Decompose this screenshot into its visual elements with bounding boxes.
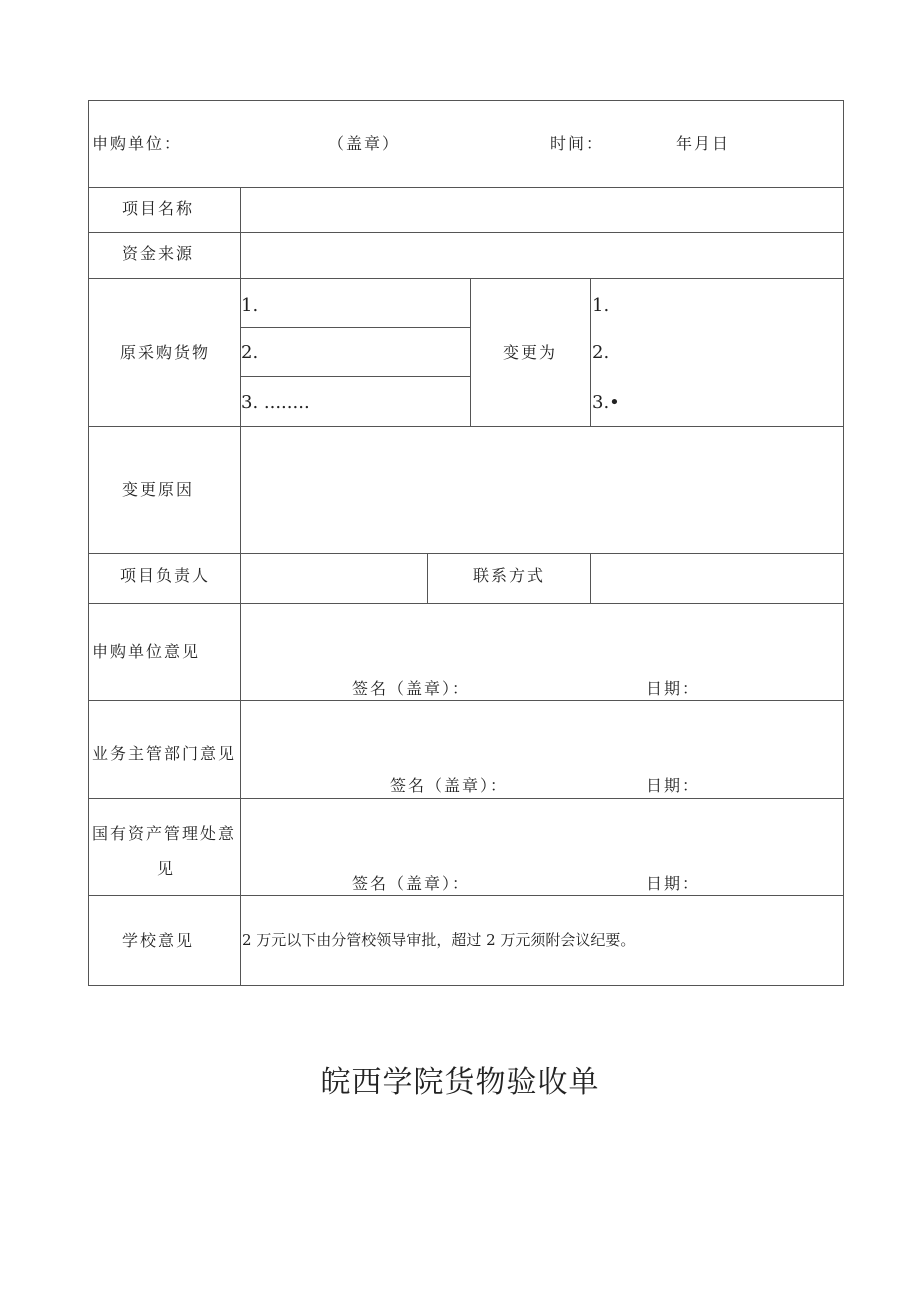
school-approval-note: 2 万元以下由分管校领导审批，超过 2 万元须附会议纪要。 <box>242 931 636 949</box>
page-title: 皖西学院货物验收单 <box>320 1065 600 1100</box>
project-name-label: 项目名称 <box>122 199 195 218</box>
unit-opinion-date-label: 日期： <box>646 679 701 698</box>
asset-opinion-label-line2: 见 <box>157 859 176 878</box>
time-label: 时间： <box>550 134 605 153</box>
change-reason-label: 变更原因 <box>122 480 195 499</box>
original-goods-label: 原采购货物 <box>120 343 211 362</box>
department-opinion-label: 业务主管部门意见 <box>92 744 237 763</box>
original-item-3: 3. ........ <box>241 392 310 413</box>
asset-signature-label: 签名（盖章）： <box>352 874 471 893</box>
seal-label: （盖章） <box>328 134 401 153</box>
department-opinion-date-label: 日期： <box>646 776 701 795</box>
original-item-2: 2. <box>241 342 259 363</box>
original-item-1: 1. <box>241 295 259 316</box>
change-to-label: 变更为 <box>503 343 558 362</box>
department-signature-label: 签名（盖章）： <box>390 776 509 795</box>
unit-signature-label: 签名（盖章）： <box>352 679 471 698</box>
project-leader-label: 项目负责人 <box>120 566 211 585</box>
unit-opinion-label: 申购单位意见 <box>92 642 201 661</box>
changed-item-3: 3.• <box>592 392 620 413</box>
changed-item-1: 1. <box>592 295 610 316</box>
changed-item-2: 2. <box>592 342 610 363</box>
date-label: 年月日 <box>676 134 731 153</box>
asset-opinion-date-label: 日期： <box>646 874 701 893</box>
asset-opinion-label-line1: 国有资产管理处意 <box>92 824 237 843</box>
applicant-unit-label: 申购单位： <box>92 134 183 153</box>
contact-label: 联系方式 <box>473 566 546 585</box>
school-opinion-label: 学校意见 <box>122 931 195 950</box>
fund-source-label: 资金来源 <box>122 244 195 263</box>
